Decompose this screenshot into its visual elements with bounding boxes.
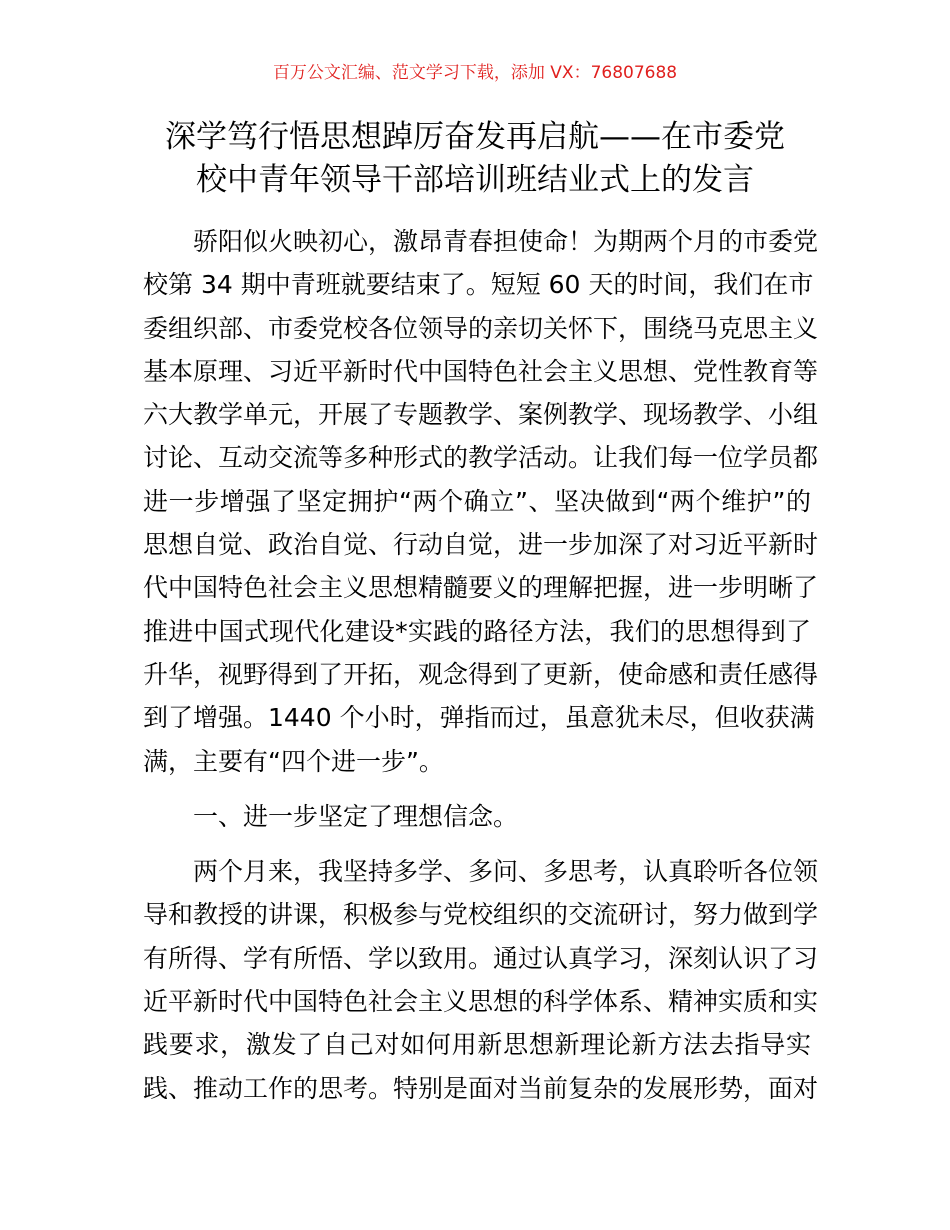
paragraph-line: 思想自觉、政治自觉、行动自觉，进一步加深了对习近平新时 [143,530,819,560]
paragraph-line: 到了增强。1440 个小时，弹指而过，虽意犹未尽，但收获满 [143,703,815,733]
paragraph-line: 六大教学单元，开展了专题教学、案例教学、现场教学、小组 [143,400,819,430]
paragraph-line: 满，主要有“四个进一步”。 [143,746,444,776]
document-body [143,220,819,1110]
paragraph-line: 升华，视野得到了开拓，观念得到了更新，使命感和责任感得 [143,659,819,689]
document-title-line-2: 校中青年领导干部培训班结业式上的发言 [196,162,754,198]
paragraph-line: 讨论、互动交流等多种形式的教学活动。让我们每一位学员都 [143,443,819,473]
paragraph-line: 践要求，激发了自己对如何用新思想新理论新方法去指导实 [143,1030,811,1060]
paragraph-line: 骄阳似火映初心，激昂青春担使命！为期两个月的市委党 [193,227,819,256]
paragraph-line: 进一步增强了坚定拥护“两个确立”、坚决做到“两个维护”的 [143,486,811,516]
paragraph-line: 推进中国式现代化建设*实践的路径方法，我们的思想得到了 [143,616,811,646]
paragraph-line: 有所得、学有所悟、学以致用。通过认真学习，深刻认识了习 [143,943,819,973]
paragraph-line: 代中国特色社会主义思想精髓要义的理解把握，进一步明晰了 [143,573,819,603]
paragraph-line: 两个月来，我坚持多学、多问、多思考，认真聆听各位领 [193,857,819,887]
document-title-line-1: 深学笃行悟思想踔厉奋发再启航——在市委党 [165,119,785,155]
paragraph-line: 校第 34 期中青班就要结束了。短短 60 天的时间，我们在市 [143,270,814,300]
paragraph-line: 基本原理、习近平新时代中国特色社会主义思想、党性教育等 [143,356,819,386]
paragraph-line: 委组织部、市委党校各位领导的亲切关怀下，围绕马克思主义 [143,313,819,343]
section-heading: 一、进一步坚定了理想信念。 [193,801,519,831]
paragraph-line: 践、推动工作的思考。特别是面对当前复杂的发展形势，面对 [143,1073,819,1103]
paragraph-line: 导和教授的讲课，积极参与党校组织的交流研讨，努力做到学 [143,900,819,930]
paragraph-line: 近平新时代中国特色社会主义思想的科学体系、精神实质和实 [143,987,819,1017]
watermark-header: 百万公文汇编、范文学习下载，添加 VX：76807688 [272,63,678,83]
